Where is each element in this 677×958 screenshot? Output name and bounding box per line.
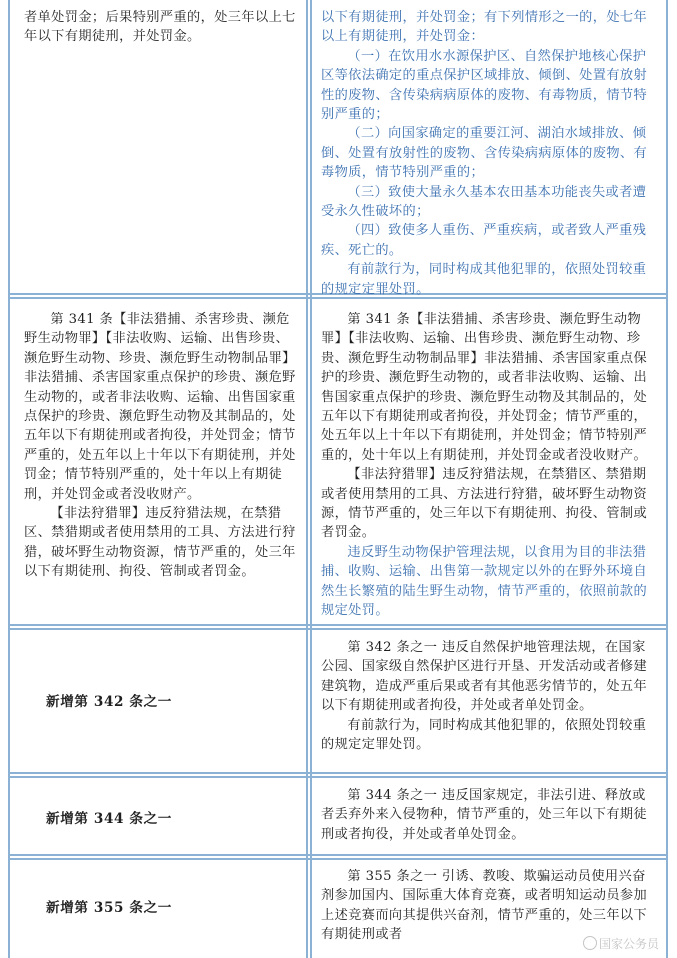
- paragraph: 有前款行为，同时构成其他犯罪的，依照处罚较重的规定定罪处罚。: [321, 262, 647, 297]
- paragraph: （四）致使多人重伤、严重疾病，或者致人严重残疾、死亡的。: [321, 223, 647, 258]
- row-divider-4b: [8, 858, 668, 860]
- row-2-old-text: [24, 310, 302, 582]
- row-2-new-text: [321, 310, 655, 621]
- row-3-new-text: [321, 638, 655, 754]
- row-divider-2a: [8, 624, 668, 626]
- table-border-mid-b: [310, 0, 312, 958]
- table-border-mid-a: [306, 0, 308, 958]
- paragraph: 第 341 条【非法猎捕、杀害珍贵、濒危野生动物罪】【非法收购、运输、出售珍贵、濒危野生动物、珍贵、濒危野生动物制品罪】非法猎捕、杀害国家重点保护的珍贵、濒危野生动物的，或者非法收购、运输、出售国家重点保护的珍贵、濒危野生动物及其制品的，处五年以下有期徒刑或者拘役，并处罚金；情节严重的，处五年以上十年以下有期徒刑，并处罚金；情节特别严重的，处十年以上有期徒刑，并处罚金或者没收财产。: [321, 312, 648, 463]
- paragraph: （二）向国家确定的重要江河、湖泊水域排放、倾倒、处置有放射性的废物、含传染病病原体的废物、有毒物质，情节特别严重的；: [321, 126, 648, 181]
- paragraph: 【非法狩猎罪】违反狩猎法规，在禁猎区、禁猎期或者使用禁用的工具、方法进行狩猎，破坏野生动物资源，情节严重的，处三年以下有期徒刑、拘役、管制或者罚金。: [24, 506, 296, 580]
- row-3-label: 新增第 342 条之一: [46, 694, 173, 710]
- row-1-old-text: [24, 8, 302, 47]
- watermark-text: 国家公务员: [598, 937, 659, 951]
- paragraph: 【非法狩猎罪】违反狩猎法规，在禁猎区、禁猎期或者使用禁用的工具、方法进行狩猎，破坏野生动物资源，情节严重的，处三年以下有期徒刑、拘役、管制或者罚金。: [321, 467, 648, 541]
- paragraph: 第 344 条之一 违反国家规定，非法引进、释放或者丢弃外来入侵物种，情节严重的，处三年以下有期徒刑或者拘役，并处或者单处罚金。: [321, 788, 648, 842]
- row-5-new-text: [321, 867, 655, 945]
- paragraph: 以下有期徒刑，并处罚金；有下列情形之一的，处七年以上有期徒刑，并处罚金：: [321, 10, 648, 45]
- paragraph: （三）致使大量永久基本农田基本功能丧失或者遭受永久性破坏的；: [321, 184, 647, 220]
- paragraph: 第 342 条之一 违反自然保护地管理法规，在国家公园、国家级自然保护区进行开垦、开发活动或者修建建筑物，造成严重后果或者有其他恶劣情节的，处五年以下有期徒刑或者拘役，并处或者单处罚金。: [321, 640, 648, 714]
- wechat-icon: [583, 936, 597, 950]
- paragraph: 有前款行为，同时构成其他犯罪的，依照处罚较重的规定定罪处罚。: [321, 717, 647, 753]
- watermark: [583, 935, 659, 952]
- row-divider-3a: [8, 772, 668, 774]
- row-4-new-text: [321, 786, 655, 844]
- row-4-label: 新增第 344 条之一: [46, 811, 173, 827]
- paragraph: 者单处罚金；后果特别严重的，处三年以上七年以下有期徒刑，并处罚金。: [24, 10, 296, 45]
- paragraph: 第 341 条【非法猎捕、杀害珍贵、濒危野生动物罪】【非法收购、运输、出售珍贵、濒危野生动物、珍贵、濒危野生动物制品罪】非法猎捕、杀害国家重点保护的珍贵、濒危野生动物的，或者非法收购、运输、出售国家重点保护的珍贵、濒危野生动物及其制品的，处五年以下有期徒刑或者拘役，并处罚金；情节严重的，处五年以上十年以下有期徒刑，并处罚金；情节特别严重的，处十年以上有期徒刑，并处罚金或者没收财产。: [24, 312, 296, 502]
- row-divider-2b: [8, 628, 668, 630]
- table-border-left: [8, 0, 10, 958]
- row-divider-3b: [8, 776, 668, 778]
- paragraph: 第 355 条之一 引诱、教唆、欺骗运动员使用兴奋剂参加国内、国际重大体育竞赛，或者明知运动员参加上述竞赛而向其提供兴奋剂，情节严重的，处三年以下有期徒刑或者: [321, 869, 648, 943]
- row-divider-4a: [8, 854, 668, 856]
- table-border-right: [666, 0, 668, 958]
- paragraph: 违反野生动物保护管理法规，以食用为目的非法猎捕、收购、运输、出售第一款规定以外的在野外环境自然生长繁殖的陆生野生动物，情节严重的，依照前款的规定处罚。: [321, 544, 648, 619]
- row-1-new-text: [321, 8, 655, 299]
- row-5-label: 新增第 355 条之一: [46, 900, 173, 916]
- paragraph: （一）在饮用水水源保护区、自然保护地核心保护区等依法确定的重点保护区域排放、倾倒、处置有放射性的废物、含传染病病原体的废物、有毒物质，情节特别严重的；: [321, 48, 648, 123]
